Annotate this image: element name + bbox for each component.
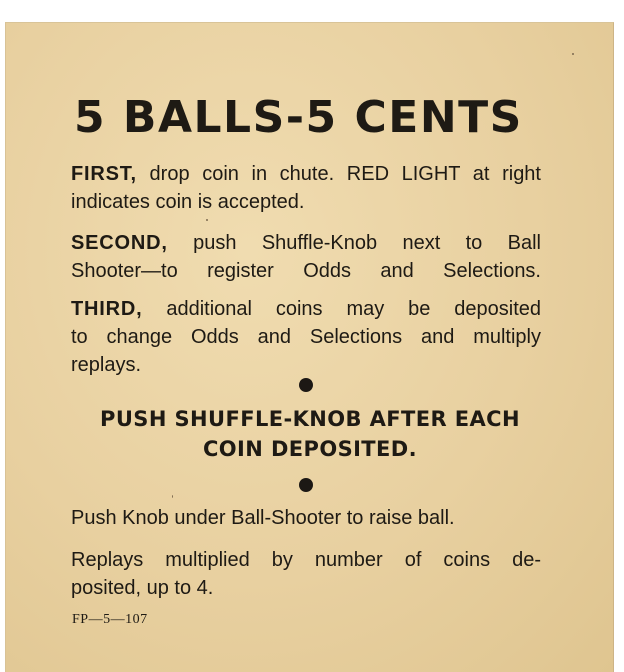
replay-note-line: Replays multiplied by number of coins de-: [71, 549, 541, 571]
instruction-text: additional coins may be deposited: [142, 298, 541, 320]
instruction-lead: SECOND,: [71, 232, 168, 254]
push-notice-line: COIN DEPOSITED.: [202, 437, 417, 461]
bullet-dot: [299, 378, 313, 392]
instruction-lead: FIRST,: [71, 163, 137, 185]
instruction-lead: THIRD,: [71, 298, 143, 320]
paper-speck: [172, 495, 173, 498]
instruction-text: drop coin in chute. RED LIGHT at right: [136, 163, 541, 185]
instruction-first: [71, 160, 541, 216]
instruction-text: to change Odds and Selections and multiply: [71, 326, 541, 348]
paper-speck: [206, 219, 208, 221]
card-title: 5 BALLS-5 CENTS: [74, 92, 523, 143]
paper-speck: [572, 53, 574, 55]
form-code: FP—5—107: [72, 612, 148, 627]
push-notice: [36, 404, 584, 464]
instruction-text: push Shuffle-Knob next to Ball: [167, 232, 541, 254]
bullet-dot: [299, 478, 313, 492]
instruction-text: replays.: [71, 354, 142, 376]
replay-note-line: posited, up to 4.: [71, 577, 214, 599]
instruction-card: [5, 22, 614, 672]
instruction-text: Shooter—to register Odds and Selections.: [71, 260, 541, 282]
knob-note: Push Knob under Ball-Shooter to raise ball.: [71, 507, 455, 529]
push-notice-line: PUSH SHUFFLE-KNOB AFTER EACH: [100, 407, 520, 431]
replay-note: [71, 546, 541, 602]
instruction-text: indicates coin is accepted.: [71, 191, 305, 213]
instruction-second: [71, 229, 541, 285]
instruction-third: [71, 295, 541, 379]
